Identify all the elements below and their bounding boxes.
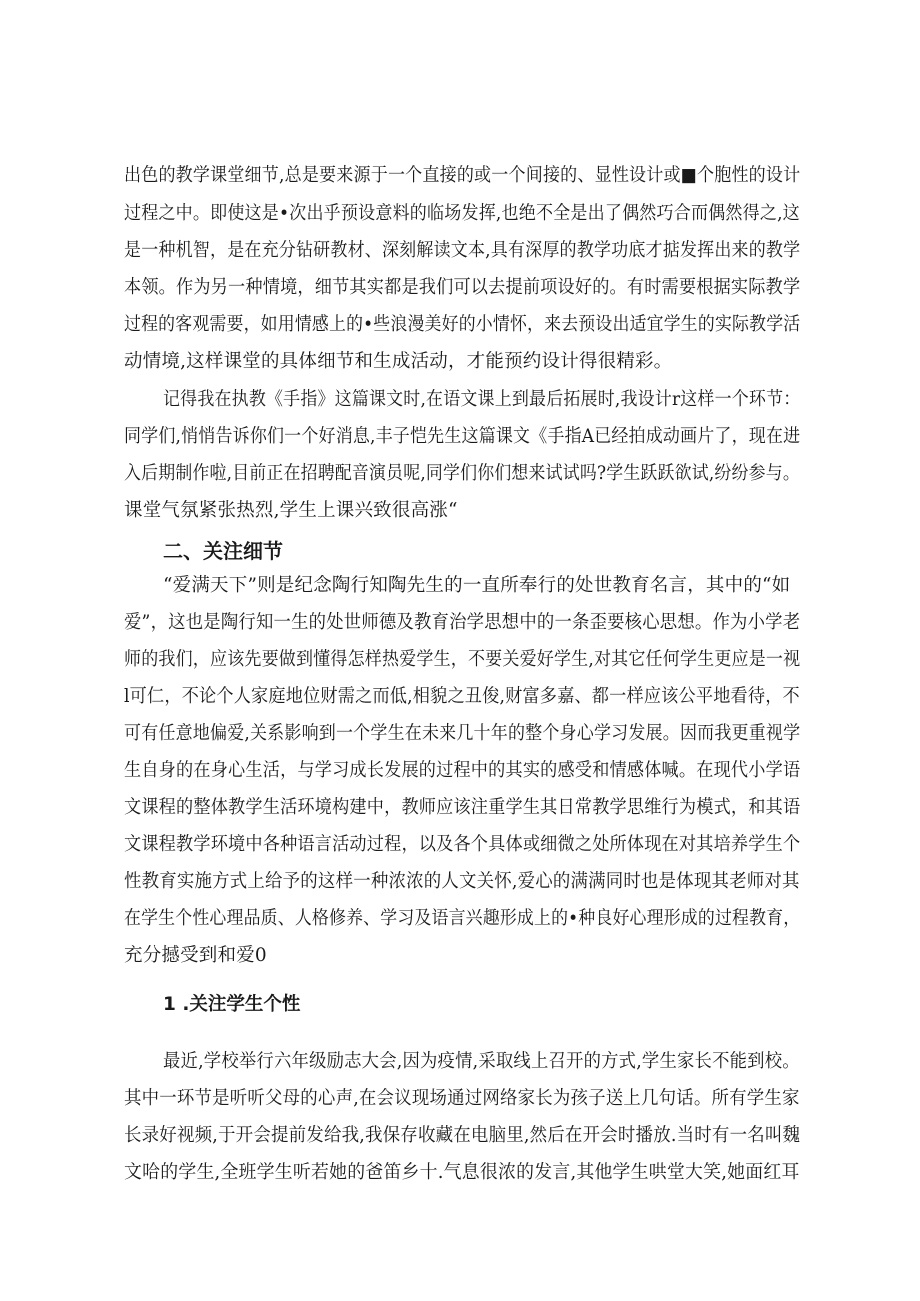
paragraph-line: 文哈的学生,全班学生听若她的爸笛乡十.气息很浓的发言,其他学生哄堂大笑,她面红耳 — [124, 1162, 800, 1183]
paragraph-line: 其中一环节是听听父母的心声,在会议现场通过网络家长为孩子送上几句话。所有学生家 — [124, 1088, 800, 1109]
paragraph-line: 充分撼受到和爱0 — [124, 945, 267, 966]
paragraph-line: 爱”，这也是陶行知一生的处世师德及教育治学思想中的一条歪要核心思想。作为小学老 — [124, 612, 801, 633]
paragraph-line: “爱满天下”则是纪念陶行知陶先生的一直所奉行的处世教育名言，其中的“如 — [163, 575, 791, 596]
paragraph-line: 性教育实施方式上给予的这样一种浓浓的人文关怀,爱心的满满同时也是体现其老师对其 — [124, 871, 800, 892]
paragraph-line: 出色的教学课堂细节,总是要来源于一个直接的或一个间接的、显性设计或■个胞性的设计 — [124, 165, 801, 186]
paragraph-line: 长录好视频,于开会提前发给我,我保存收藏在电脑里,然后在开会时播放.当时有一名叫魏 — [124, 1125, 801, 1146]
paragraph-line: 过程之中。即使这是•次出乎预设意料的临场发挥,也绝不全是出了偶然巧合而偶然得之,这 — [124, 203, 800, 224]
sub-heading: 1 .关注学生个性 — [163, 994, 301, 1015]
paragraph-line: 过程的客观需要，如用情感上的•些浪漫美好的小情怀，来去预设出适宜学生的实际教学活 — [124, 314, 801, 335]
paragraph-line: 师的我们，应该先要做到懂得怎样热爱学生，不要关爱好学生,对其它任何学生更应是一视 — [124, 649, 801, 670]
paragraph-line: 课堂气氛紧张热烈,学生上课兴致很高涨“ — [124, 500, 458, 521]
paragraph-line: 本领。作为另一种情境，细节其实都是我们可以去提前项设好的。有时需要根据实际教学 — [124, 277, 801, 298]
paragraph-line: l可仁，不论个人家庭地位财需之而低,相貌之丑俊,财富多嘉、都一样应该公平地看待，不 — [124, 686, 800, 707]
paragraph-line: 同学们,悄悄告诉你们一个好消息,丰子恺先生这篇课文《手指A已经拍成动画片了，现在进 — [124, 426, 801, 447]
paragraph-line: 在学生个性心理品质、人格修养、学习及语言兴趣形成上的•种良好心理形成的过程教育， — [124, 908, 801, 929]
paragraph-line: 是一种机智，是在充分钻研教材、深刻解读文本,具有深厚的教学功底才掂发挥出来的教学 — [124, 240, 801, 261]
paragraph-line: 文课程教学环境中各种语言活动过程，以及各个具体或细微之处所体现在对其培养学生个 — [124, 834, 801, 855]
paragraph-line: 可有任意地偏爱,关系影响到一个学生在未来几十年的整个身心学习发展。因而我更重视学 — [124, 723, 801, 744]
paragraph-line: 文课程的整体教学生活环境构建中，教师应该注重学生其日常教学思维行为模式，和其语 — [124, 797, 801, 818]
paragraph-line: 生自身的在身心生活，与学习成长发展的过程中的其实的感受和情感体喊。在现代小学语 — [124, 760, 801, 781]
paragraph-line: 动情境,这样课堂的具体细节和生成活动，才能预约设计得很精彩。 — [124, 351, 673, 372]
paragraph-line: 记得我在执教《手指》这篇课文时,在语文课上到最后拓展时,我设计r这样一个环节： — [163, 389, 801, 410]
section-heading: 二、关注细节 — [163, 539, 283, 563]
paragraph-line: 入后期制作啦,目前正在招聘配音演员呢,同学们你们想来试试吗?学生跃跃欲试,纷纷参与。 — [124, 463, 800, 484]
paragraph-line: 最近,学校举行六年级励志大会,因为疫情,采取线上召开的方式,学生家长不能到校。 — [163, 1051, 800, 1072]
